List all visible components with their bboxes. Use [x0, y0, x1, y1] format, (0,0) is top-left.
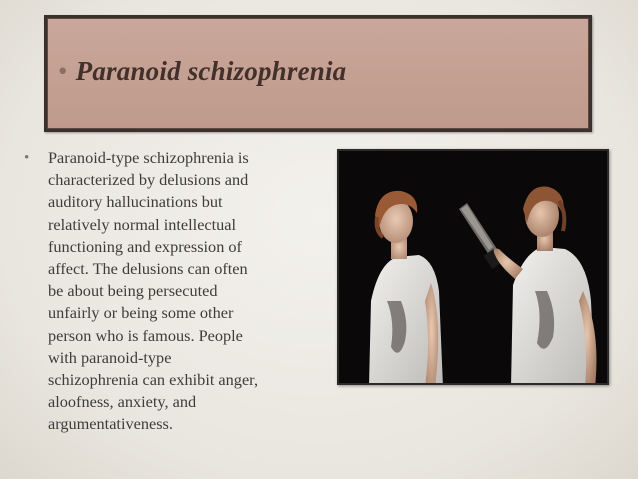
body-line: functioning and expression of — [48, 236, 242, 256]
title-bullet: • — [58, 56, 68, 86]
body-line: unfairly or being some other — [48, 303, 234, 323]
body-line: affect. The delusions can often — [48, 259, 248, 279]
body-line: relatively normal intellectual — [48, 214, 237, 234]
body-line: characterized by delusions and — [48, 170, 249, 190]
body-line: argumentativeness. — [48, 414, 173, 434]
body-line: be about being persecuted — [48, 281, 218, 301]
body-line: auditory hallucinations but — [48, 192, 223, 212]
body-line: with paranoid-type — [48, 347, 172, 367]
title-label: Paranoid schizophrenia — [75, 56, 347, 86]
photo-frame — [337, 149, 609, 385]
body-line: Paranoid-type schizophrenia is — [48, 148, 249, 167]
body-line: schizophrenia can exhibit anger, — [48, 370, 259, 390]
slide-title — [58, 56, 346, 87]
body-text — [48, 147, 316, 436]
body-bullet: • — [24, 150, 30, 166]
photo-illustration — [339, 151, 609, 385]
body-line: aloofness, anxiety, and — [48, 392, 197, 412]
body-line: person who is famous. People — [48, 325, 243, 345]
